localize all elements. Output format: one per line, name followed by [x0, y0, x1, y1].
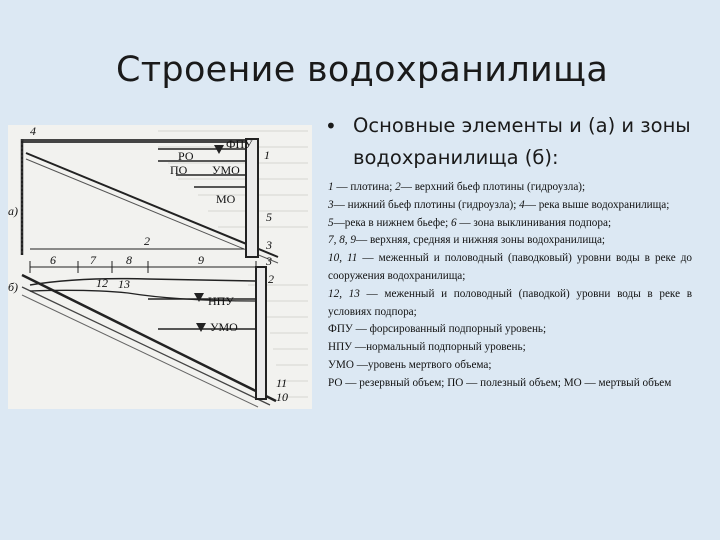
legend-paragraph: [328, 321, 692, 339]
legend-paragraph: [328, 375, 692, 393]
legend-text: — плотина;: [333, 181, 396, 193]
dam-a: [246, 139, 258, 257]
legend-number: 12, 13: [328, 287, 360, 300]
label-9: 9: [198, 253, 204, 267]
label-4: 4: [30, 125, 36, 138]
label-12: 12: [96, 276, 108, 290]
legend-text: УМО —уровень мертвого объема;: [328, 358, 492, 371]
label-7: 7: [90, 253, 96, 267]
legend-number: 3: [328, 198, 334, 211]
legend-text: — река выше водохранилища;: [524, 198, 670, 211]
legend-paragraph: [328, 286, 692, 322]
bullet-block: [325, 110, 695, 174]
legend-paragraph: [328, 250, 692, 286]
label-6: 6: [50, 253, 56, 267]
legend-number: 2: [395, 181, 401, 193]
bullet-text: Основные элементы и (а) и зоны водохранилища (б):: [353, 114, 691, 169]
reservoir-diagram-svg: [8, 125, 312, 409]
legend-paragraph: [328, 339, 692, 357]
label-3b: 3: [266, 254, 272, 268]
label-2b: 2: [268, 272, 274, 286]
legend-number: 10, 11: [328, 252, 358, 265]
legend-text: — верхняя, средняя и нижняя зоны водохранилища;: [355, 234, 606, 247]
top-bank-hatch: [22, 139, 246, 143]
legend-text: — меженный и половодный (паводковый) уровни воды в реке до сооружения водохранилища;: [328, 252, 692, 282]
legend-text: — зона выклинивания подпора;: [456, 216, 612, 229]
legend-notes: [328, 179, 692, 393]
label-part-a: а): [8, 204, 18, 218]
legend-number: 7, 8, 9: [328, 234, 356, 247]
legend-text: —река в нижнем бьефе;: [333, 216, 451, 229]
legend-number: 5: [328, 216, 334, 229]
legend-paragraph: [328, 215, 692, 233]
legend-text: ФПУ — форсированный подпорный уровень;: [328, 323, 547, 336]
legend-text: — нижний бьеф плотины (гидроузла);: [333, 198, 520, 211]
label-3: 3: [266, 238, 272, 252]
label-umo-top: УМО: [212, 163, 240, 177]
label-11: 11: [276, 376, 288, 390]
label-8: 8: [126, 253, 132, 267]
label-fpu: ФПУ: [226, 137, 253, 151]
label-umo-bottom: УМО: [210, 320, 238, 334]
legend-number: 4: [519, 198, 525, 211]
legend-number: 6: [451, 216, 457, 229]
label-1: 1: [264, 148, 270, 162]
legend-paragraph: [328, 179, 692, 197]
label-5: 5: [266, 210, 272, 224]
bullet-item: [325, 110, 695, 174]
label-po: ПО: [170, 163, 188, 177]
label-mo: МО: [216, 192, 236, 206]
legend-text: — верхний бьеф плотины (гидроузла);: [400, 181, 586, 193]
reservoir-diagram: [8, 125, 312, 409]
legend-paragraph: [328, 232, 692, 250]
legend-number: 1: [328, 181, 334, 193]
label-npu: НПУ: [208, 294, 234, 308]
legend-text: НПУ —нормальный подпорный уровень;: [328, 341, 526, 354]
bullet-icon: •: [325, 114, 337, 138]
label-10: 10: [276, 390, 288, 404]
label-2: 2: [144, 234, 150, 248]
label-ro: РО: [178, 149, 194, 163]
legend-paragraph: [328, 357, 692, 375]
label-13: 13: [118, 277, 130, 291]
legend-text: — меженный и половодный (паводкой) уровни воды в реке в условиях подпора;: [328, 287, 692, 318]
dam-b: [256, 267, 266, 399]
label-part-b: б): [8, 280, 19, 294]
legend-text: РО — резервный объем; ПО — полезный объем; МО — мертвый объем: [328, 376, 672, 389]
slide-title: Строение водохранилища: [116, 50, 609, 90]
legend-paragraph: [328, 197, 692, 215]
